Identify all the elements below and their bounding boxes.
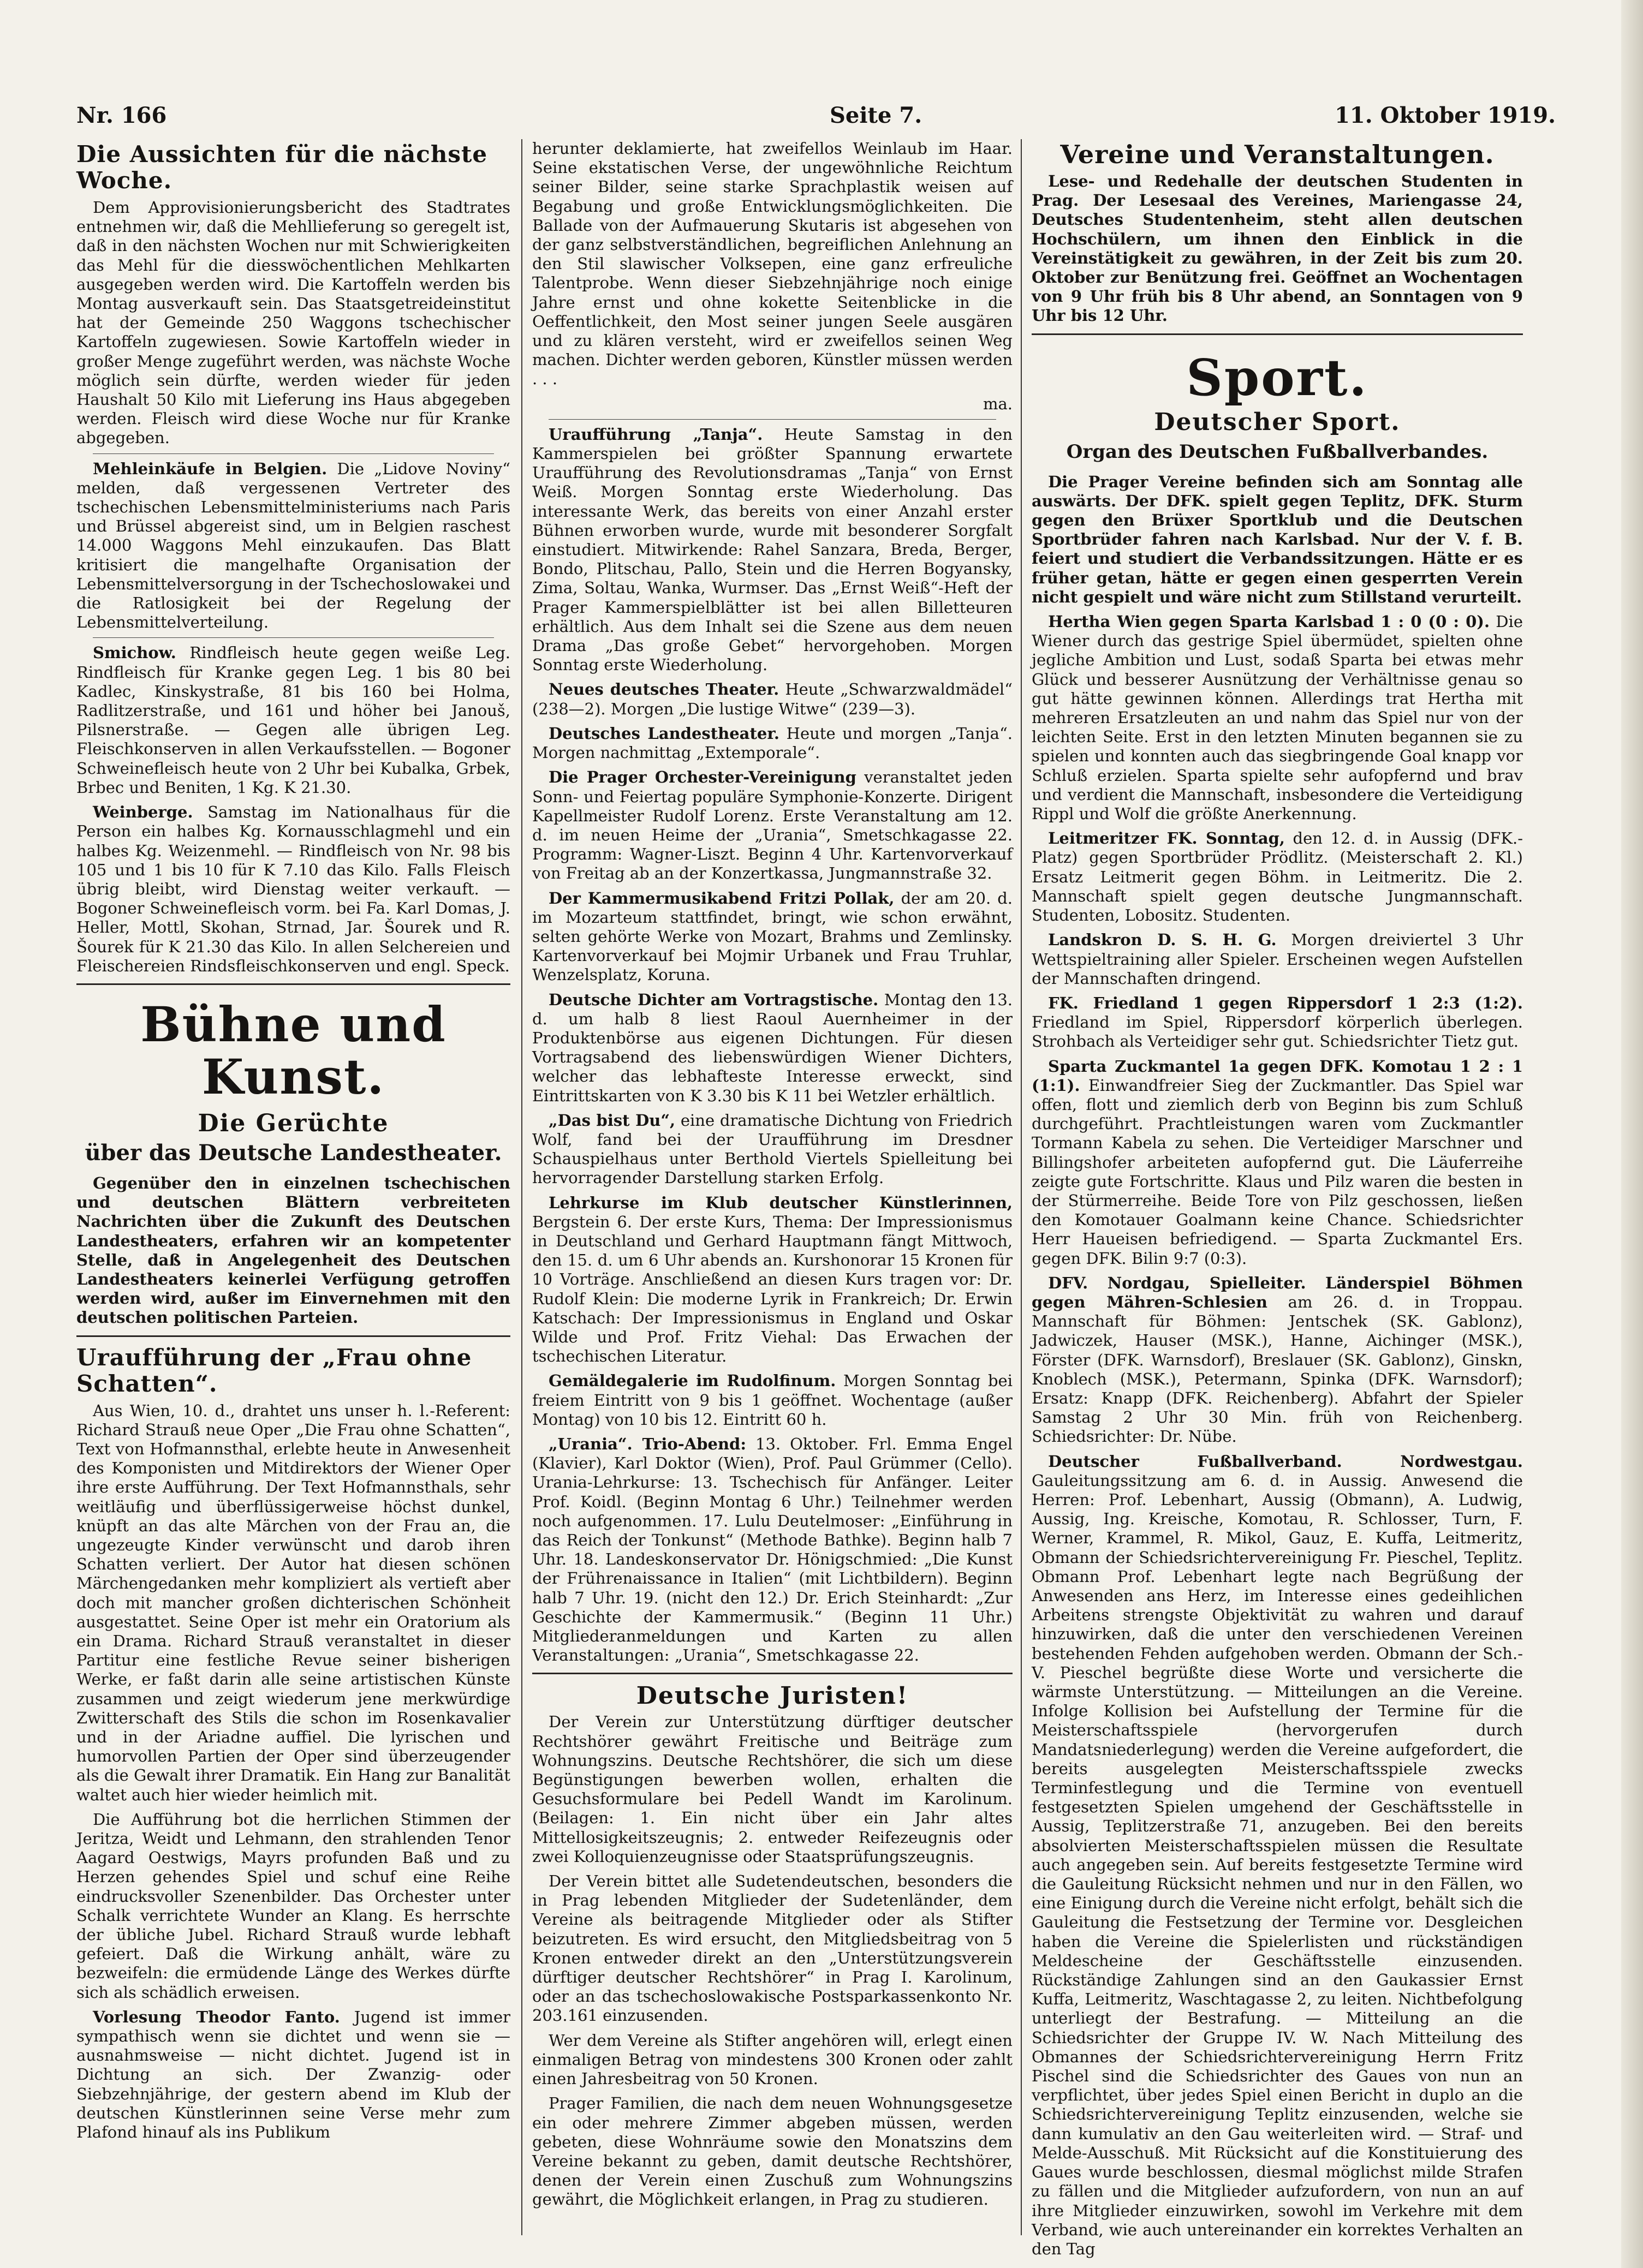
section-divider [532,1673,1013,1674]
sport-lead-nordgau: DFV. Nordgau, Spielleiter. Länderspiel Böhmen gegen Mähren-Schlesien [1032,1273,1523,1311]
sport-text-friedland: Friedland im Spiel, Rippersdorf körperlich überlegen. Strohbach als Verteidiger sehr gut. Schiedsrichter Tietz gut. [1032,1013,1523,1051]
section-title-associations: Vereine und Veranstaltungen. [1060,140,1495,169]
item-lead-reading-hall: Lese- und Redehalle der deutschen Studenten in Prag. [1032,172,1523,210]
item-text-orchestra: veranstaltet jeden Sonn- und Feiertag populäre Symphonie-Konzerte. Dirigent Kapellmeister Rudolf Lorenz. Erste Veranstaltung am 12. d. im neuen Heime der „Urania“, Smetschkagasse 22. Programm: Wagner-Liszt. Beginn 4 Uhr. Kartenvorverkauf von Freitag ab an der Konzertkassa, Jungmannstraße 32. [532,768,1013,883]
section-subtitle-organ: Organ des Deutschen Fußballverbandes. [1066,440,1489,463]
sport-lead-friedland: FK. Friedland 1 gegen Rippersdorf 1 2:3 (1:2). [1048,993,1523,1012]
article-subtitle-rumours: über das Deutsche Landestheater. [85,1139,502,1166]
divider [93,637,494,638]
item-lead-chamber-music: Der Kammermusikabend Fritzi Pollak, [549,888,895,908]
article-text-jurists-1: Der Verein zur Unterstützung dürftiger deutscher Rechtshörer gewährt Freitische und Beiträge zum Wohnungszins. Deutsche Rechtshörer, die sich um diese Begünstigungen bewerben wollen, erhalten die Gesuchsformulare bei Pedell Wandt im Karolinum. (Beilagen: 1. Ein nicht über ein Jahr altes Mittellosigkeitszeugnis; 2. entweder Reifezeugnis oder zwei Kolloquienzeugnisse oder Staatsprüfungszeugnis. [532,1712,1013,1866]
column-right [1032,139,1523,2258]
item-lead-tanja: Uraufführung „Tanja“. [549,425,763,444]
article-text-fanto-continued: herunter deklamierte, hat zweifellos Weinlaub im Haar. Seine ekstatischen Verse, der ungewöhnliche Reichtum seiner Bilder, seine starke Sprachplastik weisen auf Begabung und große Entwicklungsmöglichkeiten. Die Ballade von der Aufmauerung Skutaris ist abgesehen von der ganz selbstverständlichen, begreiflichen Anlehnung an den Stil slawischer Volksepen, eine ganz erfreuliche Talentprobe. Wenn dieser Siebzehnjährige noch einige Jahre ernst und ohne kokette Seitenblicke in die Oeffentlichkeit, den Most seiner jungen Seele ausgären und zu klären versteht, wird er zweifellos seinen Weg machen. Dichter werden geboren, Künstler müssen werden . . . [532,139,1013,389]
sport-text-leitmeritz: den 12. d. in Aussig (DFK.-Platz) gegen Sportbrüder Prödlitz. (Meisterschaft 2. Kl.) Ersatz Leitmerit gegen Böhm. in Leitmeritz. Die 2. Mannschaft spielt gegen deutsche Jungmannschaft. Studenten, Lobositz. Studenten. [1032,829,1523,925]
section-divider [76,1335,510,1337]
item-text-landestheater: Heute und morgen „Tanja“. Morgen nachmittag „Extemporale“. [532,724,1013,762]
author-signature: ma. [983,394,1013,413]
section-subtitle-german-sport: Deutscher Sport. [1154,408,1401,436]
item-lead-new-theater: Neues deutsches Theater. [549,680,779,699]
item-text-reading-hall: Der Lesesaal des Vereines, Mariengasse 24, Deutsches Studentenheim, steht allen deutschen Hochschülern, um ihnen den Einblick in die Vereinstätigkeit zu gewähren, in der Zeit bis zum 20. Oktober zur Benützung frei. Geöffnet an Wochentagen von 9 Uhr früh bis 8 Uhr abend, an Sonntagen von 9 Uhr bis 12 Uhr. [1032,191,1523,325]
article-text-premiere-1: Aus Wien, 10. d., drahtet uns unser h. l.-Referent: Richard Strauß neue Oper „Die Frau ohne Schatten“, Text von Hofmannsthal, erlebte heute in Anwesenheit des Komponisten und Mitdirektors der Wiener Oper ihre erste Aufführung. Der Text Hofmannsthals, sehr weitläufig und überflüssigerweise höchst dunkel, knüpft an das alte Märchen von der Frau an, die ungezeugte Kinder verwünscht und darob ihren Schatten verliert. Der Autor hat diesen schönen Märchengedanken mehr kompliziert als vertieft aber doch mit mancher großen dichterischen Schönheit ausgestattet. Seine Oper ist mehr ein Oratorium als ein Drama. Richard Strauß veranstaltet in dieser Partitur eine festliche Revue seiner bisherigen Werke, er faßt darin alle seine artistischen Künste zusammen und zeigt wiederum jene merkwürdige Zwitterschaft des Stils die schon im Rosenkavalier und in der Ariadne auffiel. Die lyrischen und humorvollen Partien der Oper sind überzeugender als die Gewalt ihrer Dramatik. Ein Hang zur Banalität waltet auch hier wieder heimlich mit. [76,1401,510,1804]
article-text-premiere-2: Die Aufführung bot die herrlichen Stimmen der Jeritza, Weidt und Lehmann, den strahlenden Tenor Aagard Oestwigs, Mayrs profunden Baß und zu Herzen gehendes Spiel und schuf eine Reihe eindrucksvoller Szenenbilder. Das Orchester unter Schalk verrichtete Wunder an Klang. Es herrschte der übliche Jubel. Richard Strauß wurde lebhaft gefeiert. Daß die Wirkung anhält, wäre zu bezweifeln: die ermüdende Länge des Werkes dürfte sich als schädlich erweisen. [76,1810,510,2002]
item-text-weinberge: Samstag im Nationalhaus für die Person ein halbes Kg. Kornausschlagmehl und ein halbes Kg. Weizenmehl. — Rindfleisch von Nr. 98 bis 105 und 1 bis 10 für K 7.10 das Kilo. Falls Fleisch übrig bleibt, wird Dienstag weiter verkauft. — Bogoner Schweinefleisch vorm. bei Fa. Karl Domas, J. Heller, Mottl, Skohan, Strnad, Jar. Šourek und R. Šourek für K 21.30 das Kilo. In allen Selchereien und Fleischereien Rindsfleischkonserven und engl. Speck. [76,803,510,975]
article-title-premiere: Uraufführung der „Frau ohne Schatten“. [76,1344,472,1397]
section-title-sport: Sport. [1186,348,1368,407]
section-divider [1032,333,1523,335]
column-rule-1 [521,139,522,2235]
item-text-smichow: Rindfleisch heute gegen weiße Leg. Rindfleisch für Kranke gegen Leg. 1 bis 80 bei Kadlec, Kinskystraße, 81 bis 160 bei Holma, Radlitzerstraße, und 161 und höher bei Janouš, Pilsnerstraße. — Gegen alle übrigen Leg. Fleischkonserven in allen Verkaufsstellen. — Bogoner Schweinefleisch heute von 2 Uhr bei Kubalka, Grbek, Brbec und Beniten, 1 Kg. K 21.30. [76,643,510,797]
article-text-rumours: Gegenüber den in einzelnen tschechischen und deutschen Blättern verbreiteten Nachrichten über die Zukunft des Deutschen Landestheaters, erfahren wir an kompetenter Stelle, daß in Angelegenheit des Deutschen Landestheaters keinerlei Verfügung getroffen werden wird, außer im Einvernehmen mit den deutschen politischen Parteien. [76,1173,510,1327]
article-title-weekly-outlook: Die Aussichten für die nächste Woche. [76,141,488,194]
sport-lead-leitmeritz: Leitmeritzer FK. Sonntag, [1048,829,1285,848]
page-header [66,103,1556,135]
item-lead-courses: Lehrkurse im Klub deutscher Künstlerinnen, [549,1193,1013,1212]
divider [93,453,494,454]
item-lead-fanto-reading: Vorlesung Theodor Fanto. [93,2007,340,2026]
divider [549,419,996,420]
item-lead-gallery: Gemäldegalerie im Rudolfinum. [549,1371,836,1390]
issue-number: Nr. 166 [76,103,167,128]
item-text-poets: Montag den 13. d. um halb 8 liest Raoul Auernheimer in der Produktenbörse aus eigenen Dichtungen. Für diesen Vortragsabend des liebenswürdigen Wiener Dichters, welcher das lebhafteste Interesse erweckt, sind Eintrittskarten von K 3.30 bis K 11 bei Wetzler erhältlich. [532,990,1013,1105]
item-text-das-bist-du: eine dramatische Dichtung von Friedrich Wolf, fand bei der Uraufführung im Dresdner Schauspielhaus unter Berthold Viertels Spielleitung bei hervorragender Darstellung starken Erfolg. [532,1111,1013,1187]
item-lead-das-bist-du: „Das bist Du“, [549,1111,676,1130]
page-number: Seite 7. [830,103,922,128]
item-lead-flour-belgium: Mehleinkäufe in Belgien. [93,459,328,478]
sport-text-landskron: Morgen dreiviertel 3 Uhr Wettspieltraining aller Spieler. Erscheinen wegen Aufstellen der Mannschaften dringend. [1032,930,1523,988]
item-text-chamber-music: der am 20. d. im Mozarteum stattfindet, bringt, wie schon erwähnt, selten gehörte Werke von Mozart, Brahms und Zemlinsky. Kartenvorverkauf bei Mojmir Urbanek und Frau Truhlar, Wenzelsplatz, Koruna. [532,888,1013,984]
article-text-jurists-3: Wer dem Vereine als Stifter angehören will, erlegt einen einmaligen Betrag von mindestens 300 Kronen oder zahlt einen Jahresbeitrag von 50 Kronen. [532,2031,1013,2088]
item-text-gallery: Morgen Sonntag bei freiem Eintritt von 9 bis 1 geöffnet. Wochentage (außer Montag) von 10 bis 12. Eintritt 60 h. [532,1371,1013,1429]
page-edge-shadow [1621,0,1643,2268]
article-text-weekly-outlook: Dem Approvisionierungsbericht des Stadtrates entnehmen wir, daß die Mehllieferung so geregelt ist, daß in den nächsten Wochen nur mit Schwierigkeiten das Mehl für die diesswöchentlichen Mehlkarten ausgegeben werden wird. Die Kartoffeln werden bis Montag ausverkauft sein. Das Staatsgetreideinstitut hat der Gemeinde 250 Waggons tschechischer Kartoffeln zugewiesen. Sowie Kartoffeln wieder in großer Menge zugeführt werden, was nächste Woche möglich sein dürfte, werden wieder für jeden Haushalt 50 Kilo mit Lieferung ins Haus abgegeben werden. Fleisch wird diese Woche nur für Kranke abgegeben. [76,198,510,447]
sport-lead-hertha-sparta: Hertha Wien gegen Sparta Karlsbad 1 : 0 (0 : 0). [1048,612,1490,631]
article-title-jurists: Deutsche Juristen! [636,1682,909,1710]
section-title-stage-and-art: Bühne und Kunst. [140,995,447,1105]
column-left [76,139,510,2235]
item-lead-orchestra: Die Prager Orchester-Vereinigung [549,768,856,787]
item-lead-poets: Deutsche Dichter am Vortragstische. [549,990,879,1009]
item-text-flour-belgium: Die „Lidove Noviny“ melden, daß vergessenen Vertreter des tschechischen Lebensmittelministeriums nach Paris und Brüssel abgereist sind, um in Belgien raschest 14.000 Waggons Mehl einzukaufen. Das Blatt kritisiert die mangelhafte Organisation der Lebensmittelversorgung in der Tschechoslowakei und die Ratlosigkeit bei der Regelung der Lebensmittelverteilung. [76,459,510,632]
article-text-jurists-2: Der Verein bittet alle Sudetendeutschen, besonders die in Prag lebenden Mitglieder der Sudetenländer, dem Vereine als beitragende Mitglieder oder als Stifter beizutreten. Es wird ersucht, den Mitgliedsbeitrag von 5 Kronen entweder direkt an den „Unterstützungsverein dürftiger deutscher Rechtshörer“ in Prag I. Karolinum, oder an das tschechoslowakische Postsparkassenkonto Nr. 203.161 einzusenden. [532,1872,1013,2025]
item-lead-smichow: Smichow. [93,643,176,663]
item-text-new-theater: Heute „Schwarzwaldmädel“ (238—2). Morgen „Die lustige Witwe“ (239—3). [532,680,1013,718]
column-rule-2 [1021,139,1022,2235]
item-text-tanja: Heute Samstag in den Kammerspielen bei größter Spannung erwartete Uraufführung des Revolutionsdramas „Tanja“ von Ernst Weiß. Morgen Sonntag erste Wiederholung. Das interessante Werk, das bereits von einer Anzahl erster Bühnen erworben wurde, wurde mit besonderer Sorgfalt einstudiert. Mitwirkende: Rahel Sanzara, Breda, Berger, Bondo, Plitschau, Pallo, Stein und die Herren Bogyansky, Zima, Soltau, Wanka, Wurmser. Das „Ernst Weiß“-Heft der Prager Kammerspielblätter ist bei allen Billetteuren erhältlich. Aus dem Inhalt sei die Szene aus dem neuen Drama „Das große Gebet“ hervorgehoben. Morgen Sonntag erste Wiederholung. [532,425,1013,675]
sport-text-zuckmantel: Einwandfreier Sieg der Zuckmantler. Das Spiel war offen, flott und ziemlich derb von Beginn bis zum Schluß durchgeführt. Prachtleistungen waren vom Zuckmantler Tormann Kabela zu sehen. Die Verteidiger Marschner und Billingshofer arbeiteten aufopfernd gut. Die Läuferreihe zeigte gute Fortschritte. Klaus und Pilz waren die besten in der Stürmerreihe. Beide Tore von Pilz geschossen, ließen den Komotauer Goalmann keine Chance. Schiedsrichter Herr Haueisen befriedigend. — Sparta Zuckmantel Ers. gegen DFK. Bilin 9:7 (0:3). [1032,1076,1523,1268]
item-lead-weinberge: Weinberge. [93,803,193,822]
column-middle [532,139,1013,2235]
sport-text-prague-clubs: Die Prager Vereine befinden sich am Sonntag alle auswärts. Der DFK. spielt gegen Teplitz, DFK. Sturm gegen den Brüxer Sportklub und die Deutschen Sportbrüder fahren nach Karlsbad. Nur der V. f. B. feiert und studiert die Verbandssitzungen. Hätte er es früher getan, hätte er gegen einen gesperrten Verein nicht gespielt und wäre nicht zum Stillstand verurteilt. [1032,472,1523,606]
sport-lead-nordwestgau: Deutscher Fußballverband. Nordwestgau. [1048,1452,1523,1471]
issue-date: 11. Oktober 1919. [1335,103,1556,128]
sport-lead-landskron: Landskron D. S. H. G. [1048,930,1277,950]
article-title-rumours: Die Gerüchte [198,1109,389,1137]
sport-text-hertha-sparta: Die Wiener durch das gestrige Spiel übermüdet, spielten ohne jegliche Ambition und Lust, sodaß Sparta bei etwas mehr Glück und besserer Ausnützung der Verhältnisse genau so gut hätte gewinnen können. Allerdings trat Hertha mit mehreren Ersatzleuten an und nahm das Spiel nur von der leichten Seite. Erst in den letzten Minuten begannen sie zu spielen und konnten auch das siegbringende Goal knapp vor Schluß erzielen. Sparta spielte sehr aufopfernd und brav und verdient die Mannschaft, insbesondere die Verteidigung Rippl und Wolf die größte Anerkennung. [1032,612,1523,823]
item-text-fanto-reading: Jugend ist immer sympathisch wenn sie dichtet und wenn sie — ausnahmsweise — nicht dichtet. Jugend ist in Dichtung an sich. Der Zwanzig- oder Siebzehnjährige, der gestern abend im Klub der deutschen Künstlerinnen seine Verse mehr zum Plafond hinauf als ins Publikum [76,2007,510,2142]
sport-text-nordgau: am 26. d. in Troppau. Mannschaft für Böhmen: Jentschek (SK. Gablonz), Jadwiczek, Hauser (MSK.), Hanne, Aichinger (MSK.), Förster (DFK. Warnsdorf), Breslauer (SK. Gablonz), Ginskn, Knoblech (MSK.), Petermann, Spinka (DFK. Warnsdorf); Ersatz: Knapp (DFK. Reichenberg). Abfahrt der Spieler Samstag 2 Uhr 30 Min. früh von Reichenberg. Schiedsrichter: Dr. Nübe. [1032,1292,1523,1446]
item-lead-landestheater: Deutsches Landestheater. [549,724,780,743]
article-text-jurists-4: Prager Familien, die nach dem neuen Wohnungsgesetze ein oder mehrere Zimmer abgeben müssen, werden gebeten, diese Wohnräume sowie den Monatszins dem Vereine bekannt zu geben, damit deutsche Rechtshörer, denen der Verein einen Zuschuß zum Wohnungszins gewährt, die Möglichkeit erlangen, in Prag zu studieren. [532,2094,1013,2209]
sport-text-nordwestgau: Gauleitungssitzung am 6. d. in Aussig. Anwesend die Herren: Prof. Lebenhart, Aussig (Obmann), A. Ludwig, Aussig, Ing. Kreische, Komotau, R. Schlosser, Turn, F. Werner, Krammel, R. Mikol, Gauz, E. Kuffa, Leitmeritz, Obmann der Schiedsrichtervereinigung Fr. Pieschel, Teplitz. Obmann Prof. Lebenhart legte nach Begrüßung der Anwesenden ans Herz, im Interesse eines gedeihlichen Arbeitens strengste Objektivität zu wahren und darauf hinzuwirken, daß die unter den verschiedenen Vereinen bestehenden Fehden aufgehoben werden. Obmann der Sch.-V. Pieschel begrüßte diese Worte und versicherte die wärmste Unterstützung. — Mitteilungen an die Vereine. Infolge Kollision bei Aufstellung der Termine für die Meisterschaftsspiele (hervorgerufen durch Mandatsniederlegung) werden die Vereine aufgefordert, die bereits ausgelegten Meisterschaftsspiele zwecks Terminfestlegung und die Termine von eventuell festgesetzten Spielen umgehend der Geschäftsstelle in Aussig, Teplitzerstraße 71, anzugeben. Bei den bereits absolvierten Meisterschaftsspielen müssen die Resultate auch angegeben sein. Auf bereits festgesetzte Termine wird die Gauleitung Rücksicht nehmen und nur in den Fällen, wo eine Einigung durch die Vereine nicht erfolgt, behält sich die Gauleitung die Festsetzung der Termine vor. Desgleichen haben die Vereine die Spielerlisten und rückständigen Meldescheine der Geschäftsstelle einzusenden. Rückständige Zahlungen sind an den Gaukassier Ernst Kuffa, Leitmeritz, Waschtagasse 2, zu leiten. Nichtbefolgung unterliegt der Bestrafung. — Mitteilung an die Schiedsrichter der Gruppe IV. W. Nach Mitteilung des Obmannes der Schiedsrichtervereinigung Herrn Fritz Pischel sind die Schiedsrichter des Gaues von nun an verpflichtet, über jedes Spiel einen Bericht in duplo an die Schiedsrichtervereinigung Teplitz einzusenden, welche sie dann kumulativ an den Gau weiterleiten wird. — Straf- und Melde-Ausschuß. Mit Rücksicht auf die Konstituierung des Gaues wurde beschlossen, diesmal möglichst milde Strafen zu fällen und die Mitglieder aufzufordern, von nun an auf ihre Mitglieder einzuwirken, sowohl im Verkehre mit dem Verband, wie auch untereinander ein korrektes Verhalten an den Tag [1032,1471,1523,2258]
item-lead-urania: „Urania“. Trio-Abend: [549,1435,747,1453]
sport-lead-zuckmantel: Sparta Zuckmantel 1a gegen DFK. Komotau 1 2 : 1 (1:1). [1032,1057,1523,1095]
item-text-courses: Bergstein 6. Der erste Kurs, Thema: Der Impressionismus in Deutschland und Gerhard Hauptmann fängt Mittwoch, den 15. d. um 6 Uhr abends an. Kurshonorar 15 Kronen für 10 Vorträge. Anschließend an diesen Kurs tragen vor: Dr. Rudolf Klein: Die moderne Lyrik in Frankreich; Dr. Erwin Katschach: Der Impressionismus in England und Oskar Wilde und Prof. Fritz Viehal: Das Erwachen der tschechischen Literatur. [532,1212,1013,1366]
section-divider [76,983,510,985]
item-text-urania: 13. Oktober. Frl. Emma Engel (Klavier), Karl Doktor (Wien), Prof. Paul Grümmer (Cello). Urania-Lehrkurse: 13. Tschechisch für Anfänger. Leiter Prof. Koidl. (Beginn Montag 6 Uhr.) Teilnehmer werden noch aufgenommen. 17. Lulu Deutelmoser: „Einführung in das Reich der Tonkunst“ (Methode Bathke). Beginn halb 7 Uhr. 18. Landeskonservator Dr. Hönigschmied: „Die Kunst der Frührenaissance in Italien“ (mit Lichtbildern). Beginn halb 7 Uhr. 19. (nicht den 12.) Dr. Erich Steinhardt: „Zur Geschichte der Kammermusik.“ (Beginn 11 Uhr.) Mitgliederanmeldungen und Karten zu allen Veranstaltungen: „Urania“, Smetschkagasse 22. [532,1435,1013,1665]
